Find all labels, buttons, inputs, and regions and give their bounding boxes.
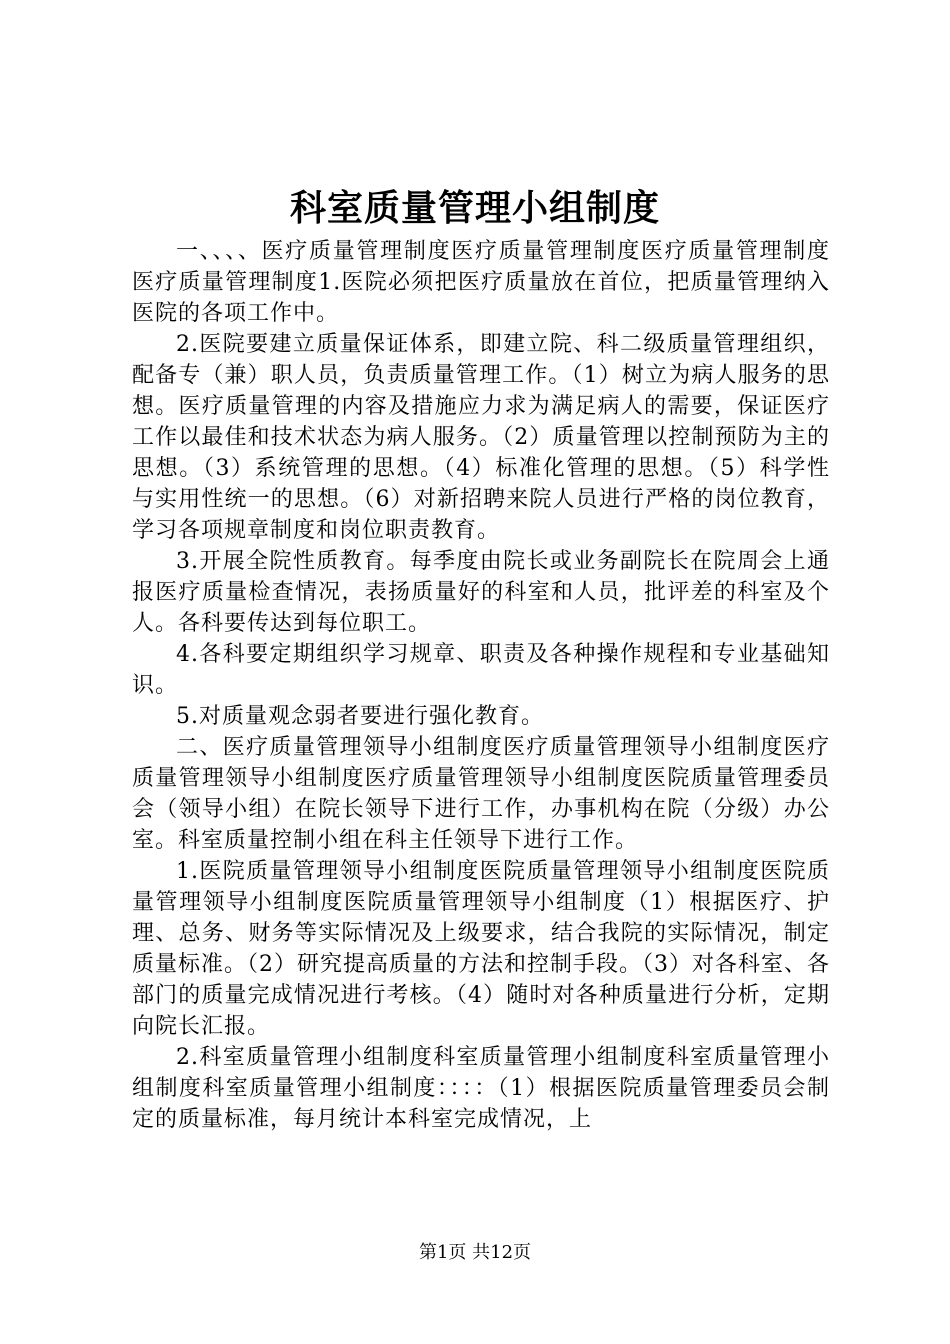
document-title: 科室质量管理小组制度 (289, 187, 660, 229)
paragraph-8: 2.科室质量管理小组制度科室质量管理小组制度科室质量管理小组制度科室质量管理小组制度：：：：（1）根据医院质量管理委员会制定的质量标准，每月统计本科室完成情况，上 (132, 1045, 830, 1132)
paragraph-1: 一、、、、医疗质量管理制度医疗质量管理制度医疗质量管理制度医疗质量管理制度1.医院必须把医疗质量放在首位，把质量管理纳入医院的各项工作中。 (132, 239, 830, 326)
document-body (132, 236, 830, 1135)
paragraph-2: 2.医院要建立质量保证体系，即建立院、科二级质量管理组织，配备专（兼）职人员，负责质量管理工作。（1）树立为病人服务的思想。医疗质量管理的内容及措施应力求为满足病人的需要，保证医疗工作以最佳和技术状态为病人服务。（2）质量管理以控制预防为主的思想。（3）系统管理的思想。（4）标准化管理的思想。（5）科学性与实用性统一的思想。（6）对新招聘来院人员进行严格的岗位教育，学习各项规章制度和岗位职责教育。 (132, 332, 830, 543)
page-number-footer: 第1页 共12页 (418, 1242, 532, 1263)
paragraph-5: 5.对质量观念弱者要进行强化教育。 (176, 704, 544, 729)
paragraph-4: 4.各科要定期组织学习规章、职责及各种操作规程和专业基础知识。 (132, 642, 830, 698)
paragraph-7: 1.医院质量管理领导小组制度医院质量管理领导小组制度医院质量管理领导小组制度医院质量管理领导小组制度（1）根据医疗、护理、总务、财务等实际情况及上级要求，结合我院的实际情况，制定质量标准。（2）研究提高质量的方法和控制手段。（3）对各科室、各部门的质量完成情况进行考核。（4）随时对各种质量进行分析，定期向院长汇报。 (132, 859, 830, 1039)
paragraph-6: 二、医疗质量管理领导小组制度医疗质量管理领导小组制度医疗质量管理领导小组制度医疗质量管理领导小组制度医院质量管理委员会（领导小组）在院长领导下进行工作，办事机构在院（分级）办公室。科室质量控制小组在科主任领导下进行工作。 (132, 735, 830, 853)
paragraph-3: 3.开展全院性质教育。每季度由院长或业务副院长在院周会上通报医疗质量检查情况，表扬质量好的科室和人员，批评差的科室及个人。各科要传达到每位职工。 (132, 549, 830, 636)
